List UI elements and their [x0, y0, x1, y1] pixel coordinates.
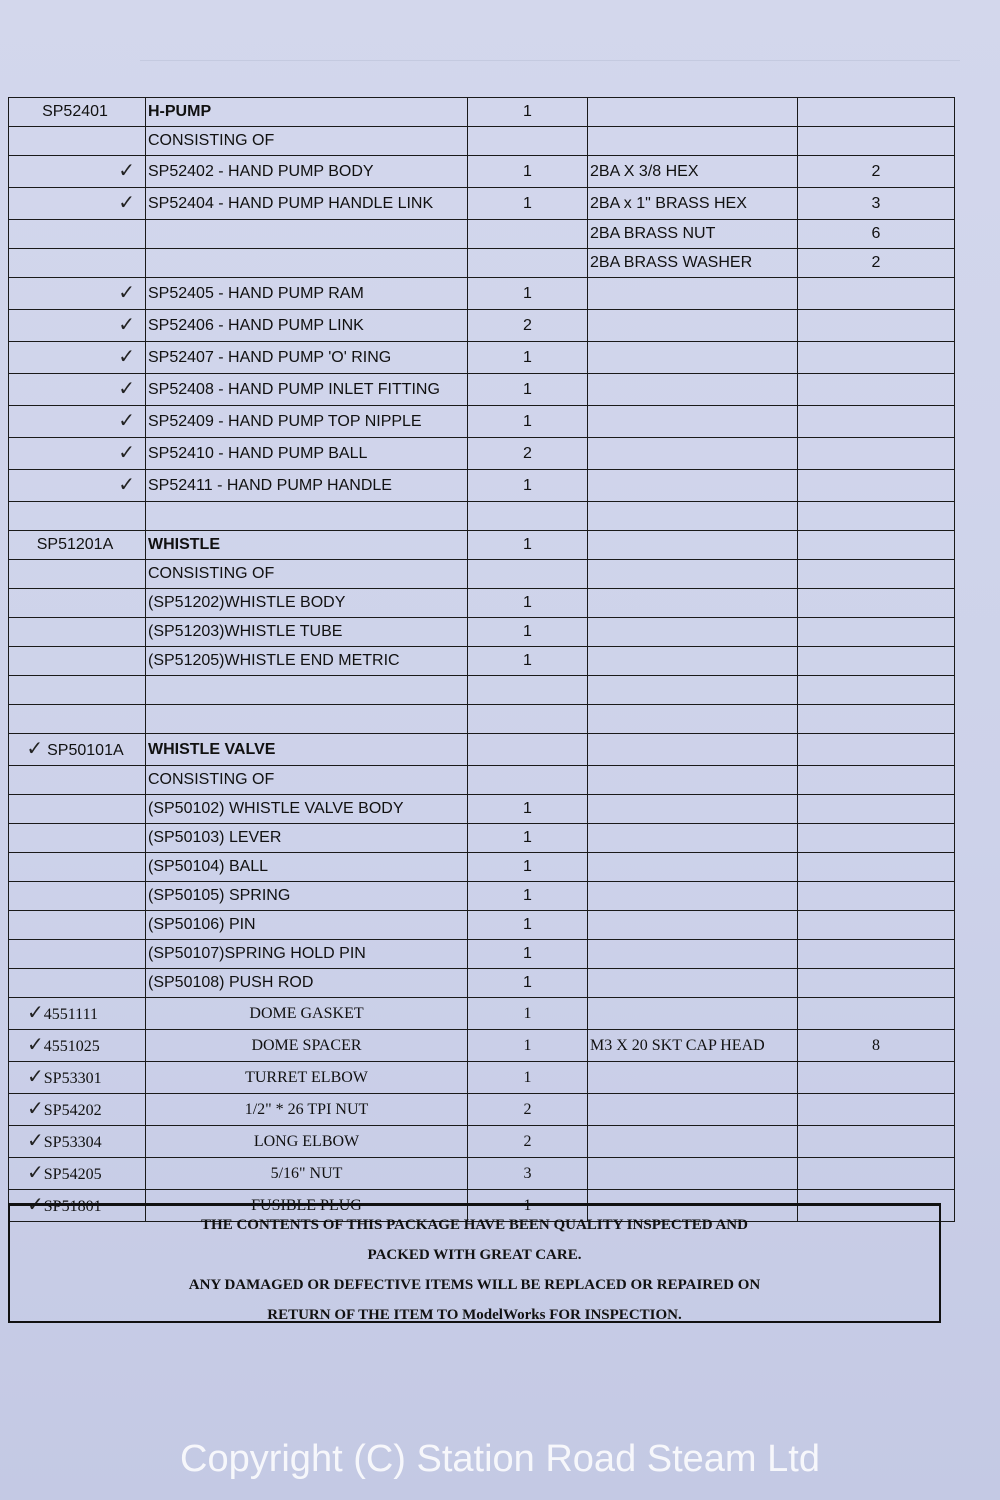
part-description: DOME GASKET: [146, 998, 468, 1030]
part-description: (SP51205)WHISTLE END METRIC: [146, 647, 468, 676]
empty-cell: [798, 940, 955, 969]
hardware-description: [588, 278, 798, 310]
empty-cell: [798, 911, 955, 940]
hardware-quantity: [798, 438, 955, 470]
empty-cell: [9, 618, 146, 647]
table-row: [9, 310, 955, 342]
empty-cell: [468, 676, 588, 705]
checked-cell: [9, 470, 146, 502]
checked-part-code: [9, 998, 146, 1030]
part-code: SP53304: [43, 1134, 102, 1151]
empty-cell: [588, 560, 798, 589]
table-row: [9, 406, 955, 438]
empty-cell: [588, 911, 798, 940]
hardware-description: [588, 1158, 798, 1190]
table-row: [9, 1126, 955, 1158]
hardware-quantity: 2: [798, 156, 955, 188]
empty-cell: [588, 940, 798, 969]
part-description: SP52407 - HAND PUMP 'O' RING: [146, 342, 468, 374]
hardware-description: 2BA BRASS NUT: [588, 220, 798, 249]
quantity: 2: [468, 310, 588, 342]
table-row-consisting: [9, 560, 955, 589]
empty-cell: [798, 824, 955, 853]
part-description: (SP51203)WHISTLE TUBE: [146, 618, 468, 647]
hardware-quantity: [798, 1062, 955, 1094]
table-row: [9, 969, 955, 998]
table-row: [9, 342, 955, 374]
quantity: 1: [468, 1030, 588, 1062]
table-row: [9, 249, 955, 278]
hardware-quantity: 3: [798, 188, 955, 220]
hardware-quantity: [798, 406, 955, 438]
checkmark-icon: ✓: [118, 408, 135, 432]
notice-line-4: RETURN OF THE ITEM TO ModelWorks FOR INSPECTION.: [267, 1307, 682, 1323]
empty-cell: [9, 249, 146, 278]
empty-cell: [588, 824, 798, 853]
quantity: 2: [468, 1094, 588, 1126]
empty-cell: [9, 502, 146, 531]
part-description: SP52409 - HAND PUMP TOP NIPPLE: [146, 406, 468, 438]
quantity: 1: [468, 1190, 588, 1222]
quantity: 1: [468, 1062, 588, 1094]
quantity: 1: [468, 618, 588, 647]
empty-cell: [9, 676, 146, 705]
quantity: 1: [468, 531, 588, 560]
checkmark-icon: ✓: [118, 344, 135, 368]
table-row: [9, 589, 955, 618]
part-description: SP52410 - HAND PUMP BALL: [146, 438, 468, 470]
empty-cell: [588, 618, 798, 647]
empty-cell: [798, 502, 955, 531]
empty-cell: [146, 705, 468, 734]
checkmark-icon: ✓: [27, 1032, 44, 1056]
hardware-quantity: [798, 1158, 955, 1190]
consisting-of-label: CONSISTING OF: [146, 560, 468, 589]
assembly-title: H-PUMP: [146, 98, 468, 127]
notice-line-2: PACKED WITH GREAT CARE.: [367, 1247, 582, 1263]
quantity: 1: [468, 374, 588, 406]
quantity: 1: [468, 342, 588, 374]
checked-cell: [9, 406, 146, 438]
table-row: [9, 156, 955, 188]
table-row: [9, 795, 955, 824]
part-description: SP52406 - HAND PUMP LINK: [146, 310, 468, 342]
empty-cell: [798, 618, 955, 647]
empty-cell: [798, 853, 955, 882]
checkmark-icon: ✓: [27, 1192, 44, 1216]
empty-cell: [588, 853, 798, 882]
hardware-quantity: [798, 342, 955, 374]
empty-cell: [588, 882, 798, 911]
part-code: SP51801: [43, 1198, 102, 1215]
empty-cell: [588, 589, 798, 618]
part-code: 4551111: [43, 1006, 98, 1023]
table-row-consisting: [9, 127, 955, 156]
empty-cell: [9, 647, 146, 676]
part-description: FUSIBLE PLUG: [146, 1190, 468, 1222]
table-row: [9, 911, 955, 940]
table-row: [9, 470, 955, 502]
empty-cell: [588, 795, 798, 824]
quantity: 1: [468, 940, 588, 969]
hardware-description: [588, 470, 798, 502]
empty-cell: [798, 560, 955, 589]
hardware-description: [588, 406, 798, 438]
quantity: 1: [468, 998, 588, 1030]
empty-cell: [9, 560, 146, 589]
quantity: 1: [468, 824, 588, 853]
checkmark-icon: ✓: [118, 190, 135, 214]
quantity: 1: [468, 853, 588, 882]
part-description: SP52405 - HAND PUMP RAM: [146, 278, 468, 310]
quantity: 1: [468, 969, 588, 998]
empty-cell: [468, 502, 588, 531]
table-row: [9, 824, 955, 853]
part-description: (SP50105) SPRING: [146, 882, 468, 911]
quantity: 1: [468, 795, 588, 824]
empty-cell: [798, 795, 955, 824]
empty-cell: [798, 676, 955, 705]
table-row-spacer: [9, 502, 955, 531]
quantity: 3: [468, 1158, 588, 1190]
checked-cell: [9, 438, 146, 470]
hardware-quantity: [798, 310, 955, 342]
empty-cell: [146, 502, 468, 531]
part-code: SP50101A: [47, 742, 124, 759]
empty-cell: [588, 705, 798, 734]
quantity: [468, 249, 588, 278]
empty-cell: [9, 882, 146, 911]
empty-cell: [588, 98, 798, 127]
copyright-watermark: Copyright (C) Station Road Steam Ltd: [180, 1438, 820, 1480]
checked-part-code: [9, 1094, 146, 1126]
quantity: 2: [468, 1126, 588, 1158]
part-code: SP54202: [43, 1102, 102, 1119]
checked-cell: [9, 278, 146, 310]
empty-cell: [9, 589, 146, 618]
quantity: 1: [468, 156, 588, 188]
empty-cell: [9, 220, 146, 249]
table-row: [9, 940, 955, 969]
empty-cell: [146, 676, 468, 705]
part-description: SP52411 - HAND PUMP HANDLE: [146, 470, 468, 502]
checkmark-icon: ✓: [118, 158, 135, 182]
hardware-quantity: [798, 278, 955, 310]
table-row: [9, 220, 955, 249]
empty-cell: [798, 766, 955, 795]
table-row-spacer: [9, 705, 955, 734]
part-code: SP54205: [43, 1166, 102, 1183]
table-row: [9, 1094, 955, 1126]
table-row: [9, 188, 955, 220]
checkmark-icon: ✓: [27, 1096, 44, 1120]
empty-cell: [798, 589, 955, 618]
empty-cell: [588, 734, 798, 766]
hardware-description: M3 X 20 SKT CAP HEAD: [588, 1030, 798, 1062]
hardware-description: [588, 342, 798, 374]
part-description: SP52404 - HAND PUMP HANDLE LINK: [146, 188, 468, 220]
quantity: 1: [468, 470, 588, 502]
table-row-consisting: [9, 766, 955, 795]
part-description: 1/2" * 26 TPI NUT: [146, 1094, 468, 1126]
quantity: 1: [468, 278, 588, 310]
faint-background-lines: [140, 60, 960, 101]
quantity: 1: [468, 589, 588, 618]
part-description: LONG ELBOW: [146, 1126, 468, 1158]
part-description: TURRET ELBOW: [146, 1062, 468, 1094]
quality-notice: [8, 1203, 941, 1323]
hardware-quantity: 6: [798, 220, 955, 249]
quantity: 1: [468, 188, 588, 220]
hardware-quantity: [798, 470, 955, 502]
checked-part-code: [9, 1030, 146, 1062]
empty-cell: [798, 127, 955, 156]
checked-part-code: [9, 1062, 146, 1094]
part-description: 5/16" NUT: [146, 1158, 468, 1190]
table-row-spacer: [9, 676, 955, 705]
empty-cell: [9, 911, 146, 940]
hardware-description: 2BA BRASS WASHER: [588, 249, 798, 278]
checkmark-icon: ✓: [27, 1128, 44, 1152]
checkmark-icon: ✓: [27, 1000, 44, 1024]
hardware-quantity: [798, 1126, 955, 1158]
empty-cell: [798, 98, 955, 127]
table-row: [9, 1158, 955, 1190]
notice-line-3: ANY DAMAGED OR DEFECTIVE ITEMS WILL BE REPLACED OR REPAIRED ON: [188, 1277, 761, 1293]
checked-part-code: [9, 1158, 146, 1190]
empty-cell: [9, 940, 146, 969]
empty-cell: [798, 734, 955, 766]
quantity: [468, 220, 588, 249]
empty-cell: [798, 969, 955, 998]
part-description: (SP50104) BALL: [146, 853, 468, 882]
part-code: SP53301: [43, 1070, 102, 1087]
table-row: [9, 438, 955, 470]
empty-cell: [468, 705, 588, 734]
notice-line-1: THE CONTENTS OF THIS PACKAGE HAVE BEEN QUALITY INSPECTED AND: [201, 1217, 748, 1233]
empty-cell: [468, 734, 588, 766]
hardware-description: [588, 374, 798, 406]
table-row-hpump-header: [9, 98, 955, 127]
hardware-quantity: 8: [798, 1030, 955, 1062]
empty-cell: [588, 647, 798, 676]
table-row: [9, 998, 955, 1030]
checkmark-icon: ✓: [118, 280, 135, 304]
quantity: 1: [468, 98, 588, 127]
hardware-description: [588, 1062, 798, 1094]
checkmark-icon: ✓: [118, 472, 135, 496]
hardware-quantity: [798, 374, 955, 406]
empty-cell: [588, 502, 798, 531]
empty-cell: [798, 882, 955, 911]
table-row: [9, 1030, 955, 1062]
table-row: [9, 853, 955, 882]
table-row: [9, 618, 955, 647]
checkmark-icon: ✓: [118, 440, 135, 464]
empty-cell: [798, 647, 955, 676]
consisting-of-label: CONSISTING OF: [146, 766, 468, 795]
empty-cell: [9, 705, 146, 734]
empty-cell: [9, 127, 146, 156]
hardware-description: [588, 1094, 798, 1126]
hardware-description: 2BA X 3/8 HEX: [588, 156, 798, 188]
hardware-description: [588, 438, 798, 470]
part-code: SP51201A: [9, 531, 146, 560]
assembly-title: WHISTLE: [146, 531, 468, 560]
empty-cell: [9, 766, 146, 795]
table-row-valve-header: [9, 734, 955, 766]
part-description: (SP50103) LEVER: [146, 824, 468, 853]
part-description: (SP50102) WHISTLE VALVE BODY: [146, 795, 468, 824]
checked-part-code: [9, 734, 146, 766]
quantity: 1: [468, 911, 588, 940]
hardware-quantity: [798, 1094, 955, 1126]
empty-cell: [9, 969, 146, 998]
checkmark-icon: ✓: [118, 376, 135, 400]
quantity: 1: [468, 647, 588, 676]
assembly-title: WHISTLE VALVE: [146, 734, 468, 766]
hardware-description: 2BA x 1" BRASS HEX: [588, 188, 798, 220]
checked-cell: [9, 310, 146, 342]
part-code: SP52401: [9, 98, 146, 127]
part-code: 4551025: [43, 1038, 100, 1055]
empty-cell: [468, 766, 588, 795]
table-row-whistle-header: [9, 531, 955, 560]
part-description: [146, 220, 468, 249]
empty-cell: [798, 531, 955, 560]
part-description: SP52408 - HAND PUMP INLET FITTING: [146, 374, 468, 406]
part-description: (SP50107)SPRING HOLD PIN: [146, 940, 468, 969]
consisting-of-label: CONSISTING OF: [146, 127, 468, 156]
table-row: [9, 647, 955, 676]
checkmark-icon: ✓: [26, 736, 44, 760]
table-row: [9, 374, 955, 406]
empty-cell: [9, 795, 146, 824]
quantity: 1: [468, 406, 588, 438]
part-description: (SP50108) PUSH ROD: [146, 969, 468, 998]
empty-cell: [468, 127, 588, 156]
parts-table: [8, 97, 955, 1222]
empty-cell: [588, 969, 798, 998]
checked-cell: [9, 342, 146, 374]
empty-cell: [588, 766, 798, 795]
parts-table-body: [9, 98, 955, 1222]
hardware-description: [588, 1126, 798, 1158]
part-description: SP52402 - HAND PUMP BODY: [146, 156, 468, 188]
empty-cell: [9, 824, 146, 853]
empty-cell: [588, 676, 798, 705]
quantity: 2: [468, 438, 588, 470]
empty-cell: [798, 705, 955, 734]
checked-cell: [9, 188, 146, 220]
checkmark-icon: ✓: [118, 312, 135, 336]
checkmark-icon: ✓: [27, 1064, 44, 1088]
empty-cell: [9, 853, 146, 882]
part-description: (SP51202)WHISTLE BODY: [146, 589, 468, 618]
hardware-quantity: 2: [798, 249, 955, 278]
quantity: 1: [468, 882, 588, 911]
hardware-description: [588, 998, 798, 1030]
part-description: [146, 249, 468, 278]
part-description: (SP50106) PIN: [146, 911, 468, 940]
checked-cell: [9, 156, 146, 188]
table-row: [9, 882, 955, 911]
empty-cell: [588, 531, 798, 560]
checked-part-code: [9, 1126, 146, 1158]
empty-cell: [468, 560, 588, 589]
table-row: [9, 278, 955, 310]
checked-cell: [9, 374, 146, 406]
checkmark-icon: ✓: [27, 1160, 44, 1184]
hardware-quantity: [798, 998, 955, 1030]
table-row: [9, 1062, 955, 1094]
part-description: DOME SPACER: [146, 1030, 468, 1062]
hardware-description: [588, 310, 798, 342]
empty-cell: [588, 127, 798, 156]
